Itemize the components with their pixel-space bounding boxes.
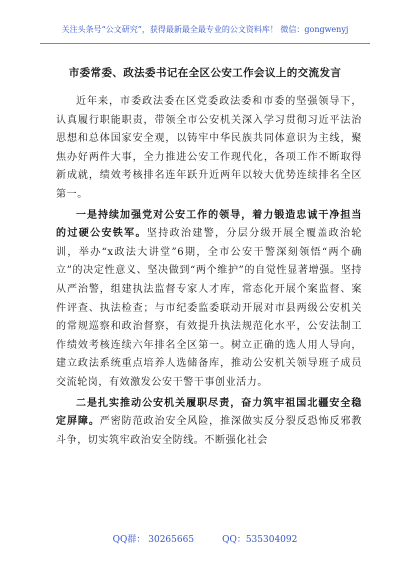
section-1-heading: 一是持续加强党对公安工作的领导，着力锻造忠诚干净担当的过硬公安铁军。 [56, 209, 362, 240]
section-2-paragraph [56, 395, 362, 451]
footer-qq-number: QQ：535304092 [222, 535, 298, 545]
section-2-heading: 二是扎实推动公安机关履职尽责，奋力筑牢祖国北疆安全稳定屏障。 [56, 397, 362, 428]
intro-paragraph [56, 93, 362, 205]
document-body [56, 93, 362, 450]
document-title: 市委常委、政法委书记在全区公安工作会议上的交流发言 [68, 67, 342, 79]
footer-contact [40, 534, 370, 546]
section-1-paragraph [56, 207, 362, 393]
header-divider [40, 43, 370, 44]
section-2-body: 严密防范政治安全风险，推深做实反分裂反恐怖反邪教斗争，切实筑牢政治安全防线。不断强化社会 [56, 416, 362, 446]
section-1-body: 坚持政治建警，分层分级开展全覆盖政治轮训，举办“x政法大讲堂”6期，全市公安干警深刻领悟“两个确立”的决定性意义、坚决做到“两个维护”的自觉性显著增强。坚持从严治警，组建执法监督专家人才库，常态化开展个案监督、案件评查、执法检查；与市纪委监委联动开展对市县两级公安机关的常规巡察和政治督察，有效提升执法规范化水平，公安法制工作绩效考核连续六年排名全区第一。树立正确的选人用人导向，建立政法系统重点培养人选储备库，推动公安机关领导班子成员交流轮岗，有效激发公安干警干事创业活力。 [56, 228, 362, 388]
header-promo-note: 关注头条号“公文研究”，获得最新最全最专业的公文资料库！ 微信：gongwenyj [61, 25, 349, 34]
intro-text: 近年来，市委政法委在区党委政法委和市委的坚强领导下，认真履行职能职责，带领全市公安机关深入学习贯彻习近平法治思想和总体国家安全观，以铸牢中华民族共同体意识为主线，聚焦办好两件大事，全力推进公安工作现代化，各项工作不断取得新成就，绩效考核排名连年跃升近两年以较大优势连续排名全区第一。 [56, 96, 362, 200]
footer-qq-group: QQ群： 30265665 [112, 535, 195, 545]
